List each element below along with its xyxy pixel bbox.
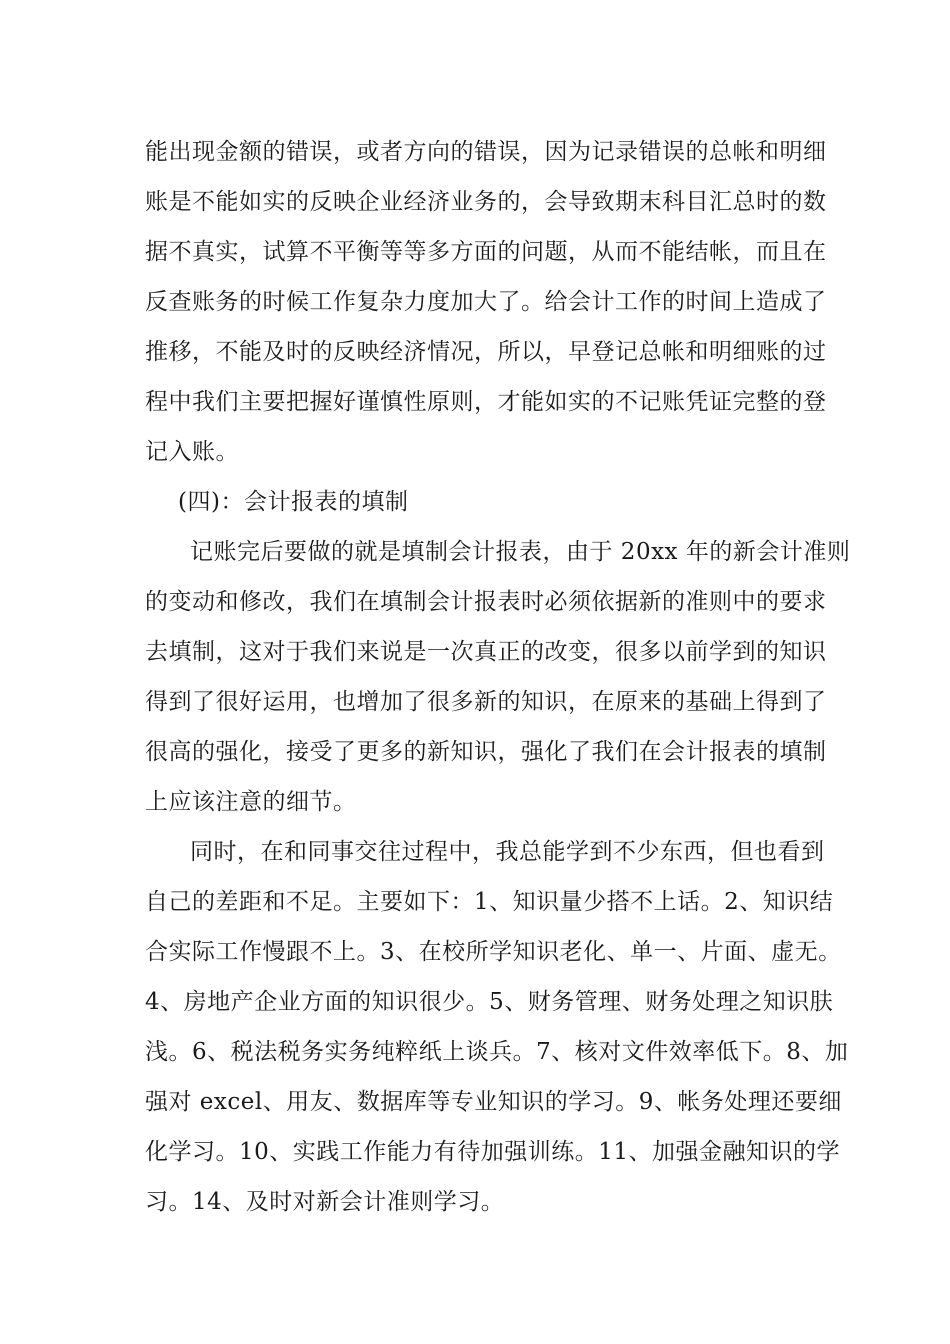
paragraph-line: 记账完后要做的就是填制会计报表，由于 20xx 年的新会计准则 (190, 539, 851, 565)
paragraph-line: 得到了很好运用，也增加了很多新的知识，在原来的基础上得到了 (145, 689, 827, 715)
paragraph-line: 反查账务的时候工作复杂力度加大了。给会计工作的时间上造成了 (145, 289, 827, 315)
paragraph-line: 同时，在和同事交往过程中，我总能学到不少东西，但也看到 (190, 839, 825, 865)
paragraph-line: 去填制，这对于我们来说是一次真正的改变，很多以前学到的知识 (145, 639, 827, 665)
paragraph-line: 很高的强化，接受了更多的新知识，强化了我们在会计报表的填制 (145, 739, 827, 765)
paragraph-line: 推移，不能及时的反映经济情况，所以，早登记总帐和明细账的过 (145, 339, 827, 365)
paragraph-line: 化学习。10、实践工作能力有待加强训练。11、加强金融知识的学 (145, 1139, 841, 1165)
paragraph-line: 4、房地产企业方面的知识很少。5、财务管理、财务处理之知识肤 (145, 989, 834, 1015)
paragraph-line: 习。14、及时对新会计准则学习。 (145, 1189, 505, 1215)
paragraph-line: 浅。6、税法税务实务纯粹纸上谈兵。7、核对文件效率低下。8、加 (145, 1039, 849, 1065)
paragraph-line: 自己的差距和不足。主要如下：1、知识量少搭不上话。2、知识结 (145, 889, 834, 915)
section-heading: (四)：会计报表的填制 (178, 489, 409, 515)
paragraph-line: 合实际工作慢跟不上。3、在校所学知识老化、单一、片面、虚无。 (145, 939, 842, 965)
paragraph-line: 程中我们主要把握好谨慎性原则，才能如实的不记账凭证完整的登 (145, 389, 827, 415)
paragraph-line: 据不真实，试算不平衡等等多方面的问题，从而不能结帐，而且在 (145, 239, 827, 265)
paragraph-line: 强对 excel、用友、数据库等专业知识的学习。9、帐务处理还要细 (145, 1089, 842, 1115)
paragraph-line: 能出现金额的错误，或者方向的错误，因为记录错误的总帐和明细 (145, 139, 827, 165)
paragraph-line: 记入账。 (145, 439, 239, 465)
paragraph-line: 上应该注意的细节。 (145, 789, 357, 815)
paragraph-line: 的变动和修改，我们在填制会计报表时必须依据新的准则中的要求 (145, 589, 827, 615)
paragraph-line: 账是不能如实的反映企业经济业务的，会导致期末科目汇总时的数 (145, 189, 827, 215)
